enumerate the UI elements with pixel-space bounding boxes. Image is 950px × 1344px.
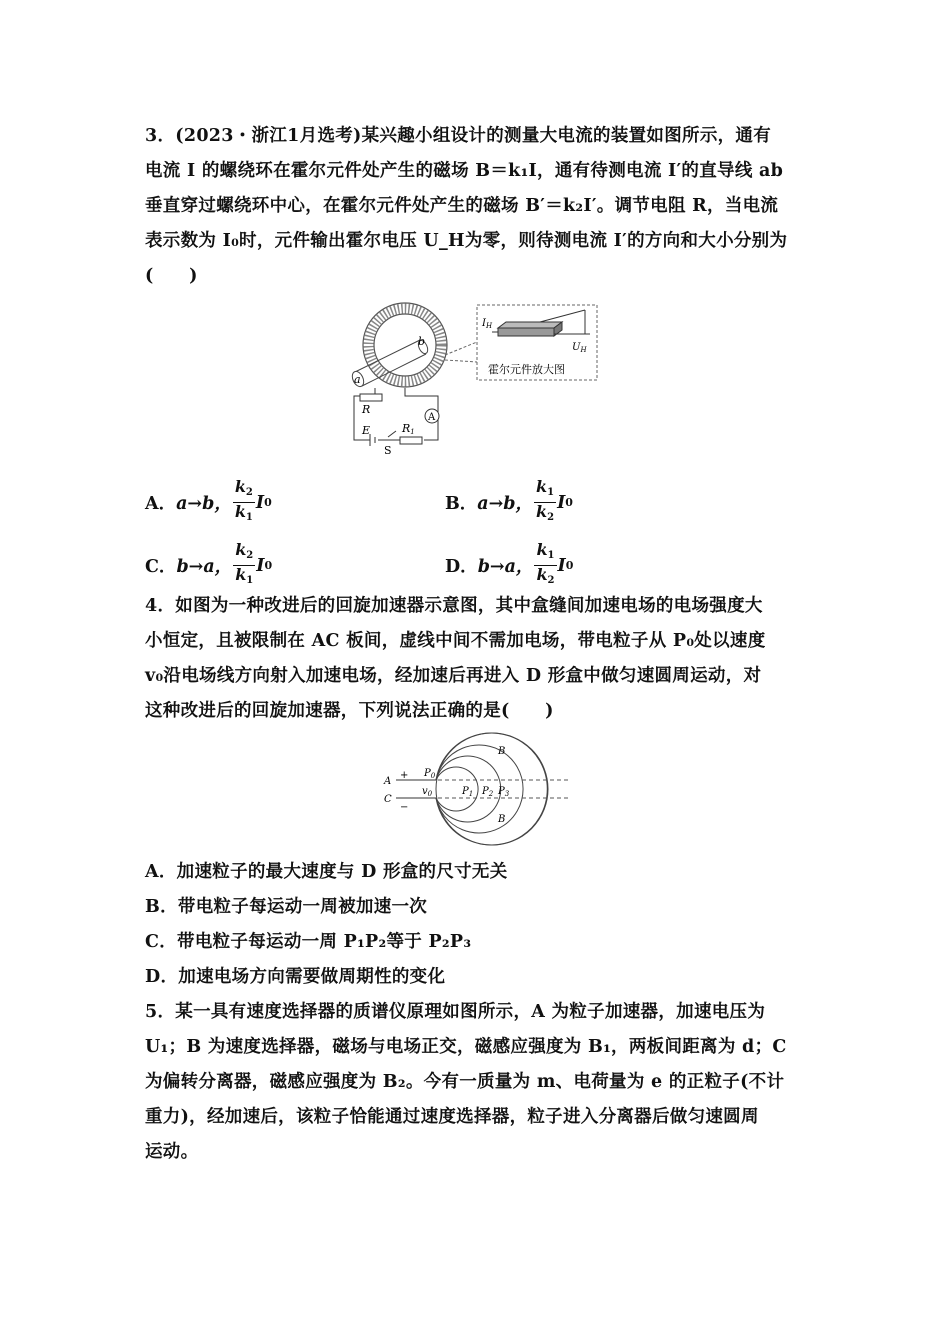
- q5-line-3: 为偏转分离器，磁感应强度为 B₂。今有一质量为 m、电荷量为 e 的正粒子(不计: [145, 1072, 785, 1092]
- q3-line-2: 电流 I 的螺绕环在霍尔元件处产生的磁场 B＝k₁I，通有待测电流 I′的直导线 ab: [145, 161, 784, 181]
- label-v0: $v_0$: [422, 786, 433, 798]
- q5-line-1: 5．某一具有速度选择器的质谱仪原理如图所示，A 为粒子加速器，加速电压为: [145, 1002, 766, 1022]
- label-C: C: [384, 794, 392, 805]
- q3-option-c[interactable]: C． b→a， $\frac{k2}{k1}$ I 0: [145, 540, 273, 586]
- hall-element: [492, 310, 590, 336]
- q3-option-b[interactable]: B． a→b， $\frac{k1}{k2}$ I 0: [445, 477, 573, 523]
- label-E: E: [362, 424, 371, 437]
- q5-line-2: U₁；B 为速度选择器，磁场与电场正交，磁感应强度为 B₁，两板间距离为 d；C: [145, 1037, 787, 1057]
- q4-line-2: 小恒定，且被限制在 AC 板间，虚线中间不需加电场，带电粒子从 P₀处以速度: [145, 631, 766, 651]
- label-R: R: [362, 403, 371, 416]
- q4-option-c[interactable]: C．带电粒子每运动一周 P₁P₂等于 P₂P₃: [145, 932, 472, 952]
- q3-line-1: 3．(2023・浙江1月选考)某兴趣小组设计的测量大电流的装置如图所示，通有: [145, 126, 772, 146]
- circuit: [354, 388, 439, 446]
- label-a: a: [354, 373, 361, 386]
- q4-option-a[interactable]: A．加速粒子的最大速度与 D 形盒的尺寸无关: [145, 862, 508, 882]
- label-B-top: B: [498, 746, 506, 757]
- q3-option-d[interactable]: D． b→a， $\frac{k1}{k2}$ I 0: [445, 540, 574, 586]
- plus-sign: +: [400, 770, 409, 781]
- label-B-bottom: B: [498, 814, 506, 825]
- label-P1: $P_1$: [462, 786, 474, 798]
- label-R1: R1: [402, 422, 415, 436]
- solenoid-ring: [363, 303, 447, 387]
- q5-line-4: 重力)，经加速后，该粒子恰能通过速度选择器，粒子进入分离器后做匀速圆周: [145, 1107, 759, 1127]
- q4-option-d[interactable]: D．加速电场方向需要做周期性的变化: [145, 967, 446, 987]
- d-box-orbits: [436, 733, 553, 845]
- label-P0: $P_0$: [424, 768, 436, 780]
- label-UH: $U_H$: [572, 342, 587, 354]
- label-ammeter: A: [428, 412, 436, 423]
- q4-option-b[interactable]: B．带电粒子每运动一周被加速一次: [145, 897, 428, 917]
- q3-option-a[interactable]: A． a→b， $\frac{k2}{k1}$ I 0: [145, 477, 272, 523]
- q4-figure: [380, 732, 580, 850]
- q3-figure: [340, 300, 610, 460]
- label-A: A: [384, 776, 392, 787]
- minus-sign: −: [400, 802, 409, 813]
- label-S: S: [384, 444, 392, 457]
- q3-line-4: 表示数为 I₀时，元件输出霍尔电压 U_H为零，则待测电流 I′的方向和大小分别为: [145, 231, 788, 251]
- q3-line-3: 垂直穿过螺绕环中心，在霍尔元件处产生的磁场 B′＝k₂I′。调节电阻 R，当电流: [145, 196, 779, 216]
- label-P2: $P_2$: [482, 786, 494, 798]
- q5-line-5: 运动。: [145, 1142, 199, 1162]
- q4-line-4: 这种改进后的回旋加速器，下列说法正确的是( ): [145, 701, 554, 721]
- q4-line-3: v₀沿电场线方向射入加速电场，经加速后再进入 D 形盒中做匀速圆周运动，对: [145, 666, 762, 686]
- hall-zoom-caption: 霍尔元件放大图: [488, 363, 565, 376]
- label-IH: $I_H$: [482, 318, 493, 330]
- label-b: b: [418, 335, 426, 348]
- label-P3: $P_3$: [498, 786, 510, 798]
- q4-line-1: 4．如图为一种改进后的回旋加速器示意图，其中盒缝间加速电场的电场强度大: [145, 596, 763, 616]
- q3-line-5: ( ): [145, 266, 198, 286]
